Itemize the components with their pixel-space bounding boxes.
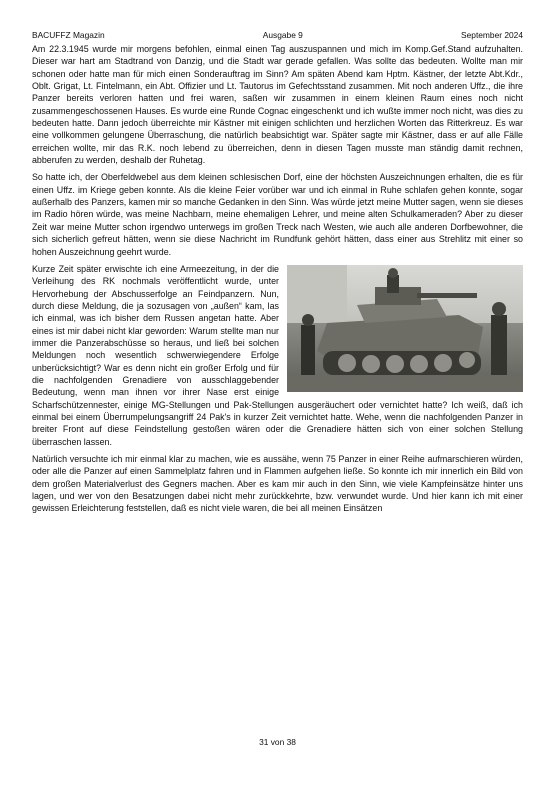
page-footer xyxy=(0,737,555,748)
page-header xyxy=(32,30,523,41)
issue-date: September 2024 xyxy=(461,30,523,40)
document-page xyxy=(32,30,523,520)
tank-photo-illustration xyxy=(287,265,523,392)
paragraph-3: Kurze Zeit später erwischte ich eine Armeezeitung, in der die Verleihung des RK nochmals veröffentlicht wurde, unter Hervorhebung der Abschusserfolge an Feindpanzern. Nun, durch diese Meldung, die ja sozusagen von „außen“ kam, las ich einmal, was ich bisher dem Russen angetan hatte. Aber eines ist mir dabei nicht klar geworden: Warum stellte man nur immer die Panzerabschüsse so heraus, und ließ bei solchen Meldungen noch wesentlich schwerwiegendere Erfolge unberücksichtigt? War es denn nicht ein großer Erfolg und für die nachfolgenden Grenadiere von ausschlaggebender Bedeutung, wenn man ihnen vor ihrer Nase erst einige Scharfschützennester, einige MG-Stellungen und Pak-Stellungen ausgeräuchert oder vernichtet hatte? Ich weiß, daß ich einmal bei einem Überrumpelungsangriff 24 Pak's in kurzer Zeit vernichtet hatte. Wehe, wenn die nachfolgenden Panzer in breiter Front auf diese Feindstellung gestoßen wären oder die Grenadiere hätten sich von einer solchen Stellung überraschen lassen. xyxy=(32,263,523,447)
page-number: 31 von 38 xyxy=(259,737,296,747)
tank-crew-photo xyxy=(287,265,523,392)
paragraph-4: Natürlich versuchte ich mir einmal klar zu machen, wie es aussähe, wenn 75 Panzer in einer Reihe aufmarschieren würden, oder alle die Panzer auf einen Sammelplatz fahren und in Flammen aufgehen ließe. So konnte ich mir innerlich ein Bild von dem großen Materialverlust des Gegners machen. Aber es kam mir auch in den Sinn, wie viele Kampfeinsätze hinter uns lagen, und wer von den Besatzungen dabei nicht mehr zurückkehrte, bzw. verwundet wurde. Und hier kann ich mit einer gewissen Erleichterung feststellen, daß es nicht viele waren, die bei all meinen Einsätzen xyxy=(32,454,523,514)
paragraph-with-photo xyxy=(32,263,523,448)
paragraph-2: So hatte ich, der Oberfeldwebel aus dem kleinen schlesischen Dorf, eine der höchsten Auszeichnungen erhalten, die es für einen Uffz. im Kriege geben konnte. Als die kleine Feier vorüber war und ich einmal in Ruhe schlafen gehen konnte, sogar außerhalb des Panzers, kamen mir so manche Gedanken in den Sinn. Was würde jetzt meine Mutter sagen, wenn sie dieses im Radio hören würde, was meine Nachbarn, meine ehemaligen Lehrer, und meine alten Schulkameraden? Aber zu dieser Zeit war meine Mutter schon irgendwo unterwegs im großen Treck nach Westen, wie auch alle anderen Dorfbewohner, die sich sicherlich gefreut hätten, wenn sie diese Nachricht im Rundfunk gehört hätten, dass einer aus Strehlitz mit einer so hohen Auszeichnung geehrt wurde. xyxy=(32,172,524,257)
magazine-name: BACUFFZ Magazin xyxy=(32,30,105,40)
issue-number: Ausgabe 9 xyxy=(262,30,303,40)
paragraph-1: Am 22.3.1945 wurde mir morgens befohlen, einmal einen Tag auszuspannen und mich im Komp.Gef.Stand aufzuhalten. Dieser war hart am Stadtrand von Danzig, und die Stadt war gerade gefallen. Was sollte das bedeuten. Wollte man mir schonen oder hatte man für mich einen Sonderauftrag im Sinn? Am späten Abend kam Hptm. Kästner, der letzte Abt.Kdr., Oblt. Grigat, Lt. Fintelmann, ein Abt. Offizier und Lt. Tautorus im Gefechtsstand zusammen. Mit noch anderen Uffz., die ihre Panzer bereits verloren hatten und frei waren, saßen wir zusammen in einem kleinen Raum eines noch nicht zusammengeschossenen Hauses. Es wurde eine Runde Cognac eingeschenkt und ich wußte immer noch nicht, was dies zu bedeuten hatte. Dann jedoch überreichte mir Kästner mit einigen schlichten und herzlichen Worten das Ritterkreuz. Es war eine vollkommen gelungene Überraschung, die natürlich beabsichtigt war. Später sagte mir Kästner, dass er auf alle Fälle erreichen wollte, mir das R.K. noch lebend zu überreichen, denn in diesen Tagen musste man ständig damit rechnen, abberufen zu werden, deshalb der Ruhetag. xyxy=(32,44,523,166)
